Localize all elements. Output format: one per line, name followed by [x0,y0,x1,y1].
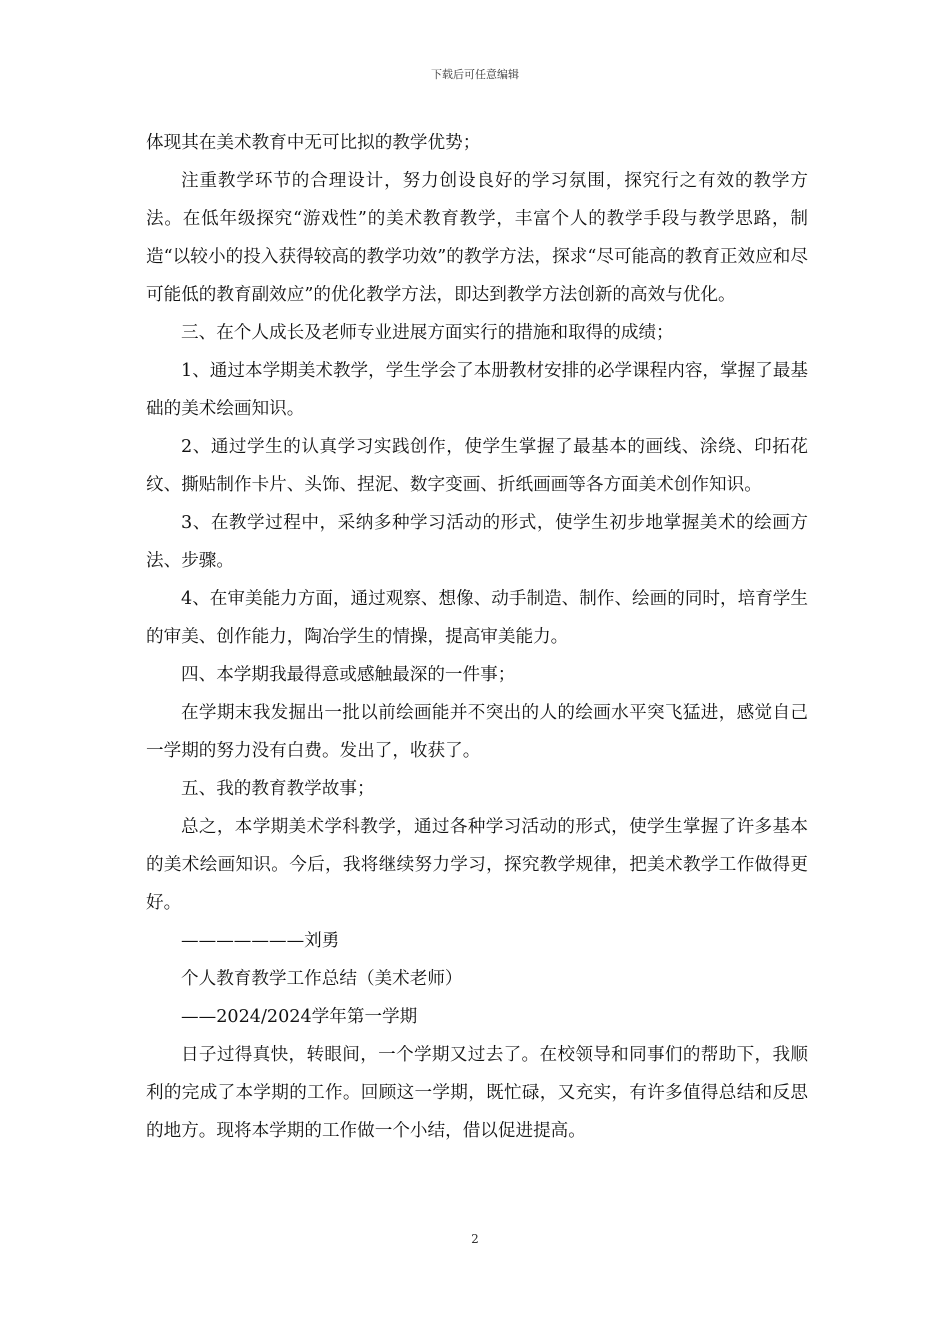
section-heading: 三、在个人成长及老师专业进展方面实行的措施和取得的成绩； [181,323,674,343]
list-item: 3、在教学过程中，采纳多种学习活动的形式，使学生初步地掌握美术的绘画方法、步骤。 [146,513,808,571]
list-item: 2、通过学生的认真学习实践创作，使学生掌握了最基本的画线、涂绕、印拓花纹、撕贴制作卡片、头饰、捏泥、数字变画、折纸画画等各方面美术创作知识。 [146,437,808,495]
document-subtitle: ——2024/2024学年第一学期 [181,1007,418,1027]
paragraph: 注重教学环节的合理设计，努力创设良好的学习氛围，探究行之有效的教学方法。在低年级探究“游戏性”的美术教育教学，丰富个人的教学手段与教学思路，制造“以较小的投入获得较高的教学功效”的教学方法，探求“尽可能高的教育正效应和尽可能低的教育副效应”的优化教学方法，即达到教学方法创新的高效与优化。 [146,171,808,305]
page-number: 2 [471,1232,479,1246]
section-heading: 四、本学期我最得意或感触最深的一件事； [181,665,516,685]
section-heading: 五、我的教育教学故事； [181,779,375,799]
paragraph: 总之，本学期美术学科教学，通过各种学习活动的形式，使学生掌握了许多基本的美术绘画知识。今后，我将继续努力学习，探究教学规律，把美术教学工作做得更好。 [146,817,808,913]
page-header: 下载后可任意编辑 [431,68,519,81]
document-title: 个人教育教学工作总结（美术老师） [181,969,463,989]
list-item: 4、在审美能力方面，通过观察、想像、动手制造、制作、绘画的同时，培育学生的审美、创作能力，陶冶学生的情操，提高审美能力。 [146,589,808,647]
paragraph: 日子过得真快，转眼间，一个学期又过去了。在校领导和同事们的帮助下，我顺利的完成了本学期的工作。回顾这一学期，既忙碌，又充实，有许多值得总结和反思的地方。现将本学期的工作做一个小结，借以促进提高。 [146,1045,808,1141]
document-body [146,124,808,1150]
list-item: 1、通过本学期美术教学，学生学会了本册教材安排的必学课程内容，掌握了最基础的美术绘画知识。 [146,361,808,419]
paragraph: 体现其在美术教育中无可比拟的教学优势； [146,133,481,153]
signature-line: ———————刘勇 [181,931,340,951]
paragraph: 在学期末我发掘出一批以前绘画能并不突出的人的绘画水平突飞猛进，感觉自己一学期的努力没有白费。发出了，收获了。 [146,703,808,761]
